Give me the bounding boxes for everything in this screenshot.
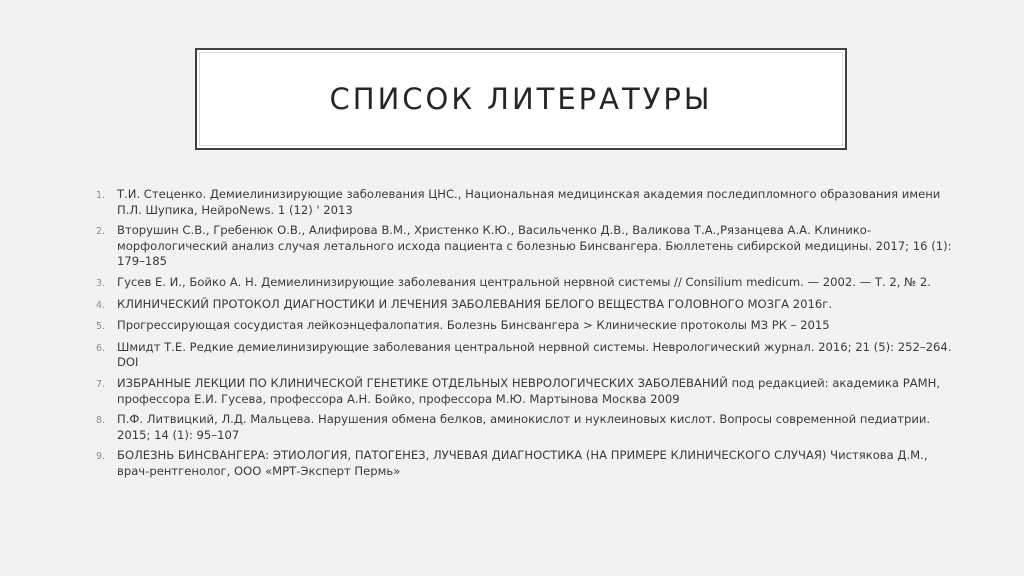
reference-list — [96, 187, 962, 485]
reference-number: 4. — [96, 299, 106, 311]
title-frame — [195, 48, 847, 150]
reference-text: П.Ф. Литвицкий, Л.Д. Мальцева. Нарушения обмена белков, аминокислот и нуклеиновых кислот. Вопросы современной педиатрии. 2015; 14 (1): 95–107 — [117, 412, 931, 442]
reference-item — [96, 275, 962, 292]
reference-text: Т.И. Стеценко. Демиелинизирующие заболевания ЦНС., Национальная медицинская академия последипломного образования имени П.Л. Шупика, НейроNews. 1 (12) ' 2013 — [117, 187, 941, 217]
reference-item — [96, 297, 962, 314]
reference-number: 5. — [96, 321, 106, 333]
reference-text: ИЗБРАННЫЕ ЛЕКЦИИ ПО КЛИНИЧЕСКОЙ ГЕНЕТИКЕ ОТДЕЛЬНЫХ НЕВРОЛОГИЧЕСКИХ ЗАБОЛЕВАНИЙ под редакцией: академика РАМН, профессора Е.И. Гусева, профессора А.Н. Бойко, профессора М.Ю. Мартынова Москва 2009 — [117, 375, 941, 406]
reference-text: Прогрессирующая сосудистая лейкоэнцефалопатия. Болезнь Бинсвангера > Клинические протоколы МЗ РК – 2015 — [117, 318, 830, 333]
reference-number: 3. — [96, 277, 106, 289]
reference-number: 7. — [96, 378, 106, 390]
reference-item — [96, 340, 962, 371]
reference-item — [96, 448, 962, 479]
reference-number: 8. — [96, 415, 106, 427]
reference-text: КЛИНИЧЕСКИЙ ПРОТОКОЛ ДИАГНОСТИКИ И ЛЕЧЕНИЯ ЗАБОЛЕВАНИЯ БЕЛОГО ВЕЩЕСТВА ГОЛОВНОГО МОЗГА 2016г. — [117, 296, 833, 311]
reference-item — [96, 318, 962, 335]
reference-text: Гусев Е. И., Бойко А. Н. Демиелинизирующие заболевания центральной нервной системы // Consilium medicum. — 2002. — Т. 2, № 2. — [117, 274, 931, 289]
reference-item — [96, 412, 962, 443]
reference-text: Шмидт Т.Е. Редкие демиелинизирующие заболевания центральной нервной системы. Неврологический журнал. 2016; 21 (5): 252–264. DOI — [117, 339, 952, 370]
reference-number: 6. — [96, 342, 106, 354]
reference-number: 9. — [96, 451, 106, 463]
reference-item — [96, 376, 962, 407]
slide-title: СПИСОК ЛИТЕРАТУРЫ — [329, 82, 713, 116]
reference-text: БОЛЕЗНЬ БИНСВАНГЕРА: ЭТИОЛОГИЯ, ПАТОГЕНЕЗ, ЛУЧЕВАЯ ДИАГНОСТИКА (НА ПРИМЕРЕ КЛИНИЧЕСКОГО СЛУЧАЯ) Чистякова Д.М., врач-рентгенолог, ООО «МРТ-Эксперт Пермь» — [117, 448, 928, 478]
reference-number: 2. — [96, 226, 106, 238]
reference-number: 1. — [96, 190, 106, 201]
reference-item — [96, 223, 962, 270]
reference-item — [96, 187, 962, 218]
reference-text: Вторушин С.В., Гребенюк О.В., Алифирова В.М., Христенко К.Ю., Васильченко Д.В., Валикова Т.А.,Рязанцева А.А. Клинико-морфологический анализ случая летального исхода пациента с болезнью Бинсвангера. Бюллетень сибирской медицины. 2017; 16 (1): 179–185 — [117, 223, 952, 269]
